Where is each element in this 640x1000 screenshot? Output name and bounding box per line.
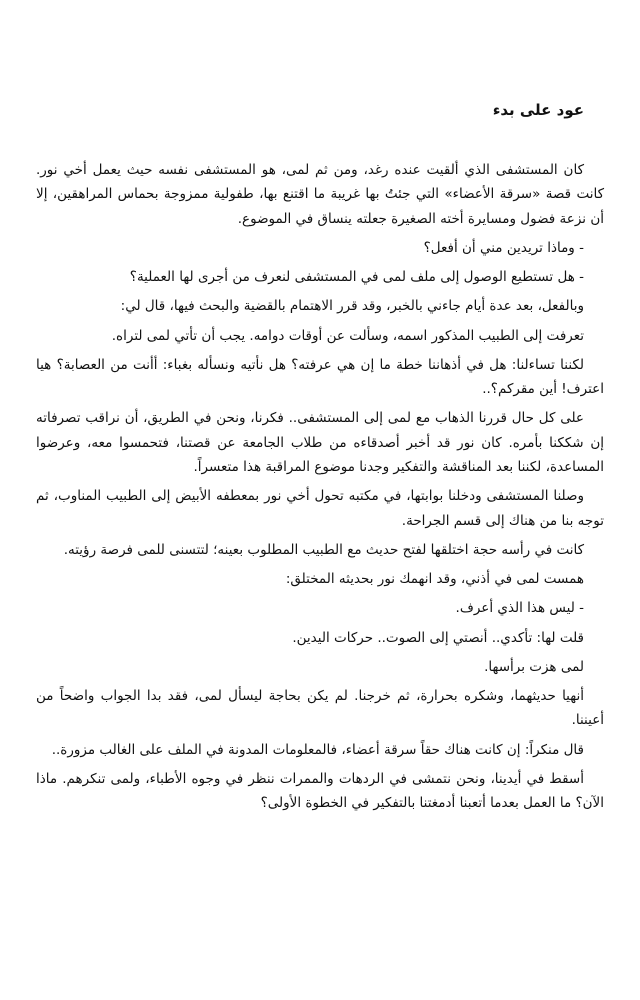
paragraph-2: - وماذا تريدين مني أن أفعل؟ [423, 240, 584, 257]
paragraph-8: وصلنا المستشفى ودخلنا بوابتها، في مكتبه تحول أخي نور بمعطفه الأبيض إلى الطبيب المناوب، ثم توجه بنا من هناك إلى قسم الجراحة. [36, 488, 604, 529]
paragraph-5: تعرفت إلى الطبيب المذكور اسمه، وسألت عن أوقات دوامه. يجب أن تأتي لمى لتراه. [111, 327, 584, 344]
paragraph-3: - هل تستطيع الوصول إلى ملف لمى في المستشفى لنعرف من أجرى لها العملية؟ [129, 269, 584, 286]
chapter-title: عود على بدء [492, 101, 584, 119]
paragraph-4: وبالفعل، بعد عدة أيام جاءني بالخبر، وقد قرر الاهتمام بالقضية والبحث فيها، قال لي: [120, 298, 584, 315]
paragraph-7: على كل حال قررنا الذهاب مع لمى إلى المستشفى.. فكرنا، ونحن في الطريق، أن نراقب تصرفاته إن شككنا بأمره. كان نور قد أخبر أصدقاءه من طلاب الجامعة عن قصتنا، فتحمسوا معه، وعرضوا المساعدة، لكننا بعد المناقشة والتفكير وجدنا موضوع المراقبة هذا متعسراً. [36, 410, 604, 476]
paragraph-14: أنهيا حديثهما، وشكره بحرارة، ثم خرجنا. لم يكن بحاجة ليسأل لمى، فقد بدا الجواب واضحاً من أعيننا. [36, 688, 604, 729]
paragraph-16: أسقط في أيدينا، ونحن نتمشى في الردهات والممرات ننظر في وجوه الأطباء، ولمى تنكرهم. ماذا الآن؟ ما العمل بعدما أتعبنا أدمغتنا بالتفكير في الخطوة الأولى؟ [36, 770, 604, 812]
paragraph-12: قلت لها: تأكدي.. أنصتي إلى الصوت.. حركات اليدين. [292, 629, 584, 646]
paragraph-1: كان المستشفى الذي ألقيت عنده رغد، ومن ثم لمى، هو المستشفى نفسه حيث يعمل أخي نور. كانت قصة «سرقة الأعضاء» التي جئتُ بها غريبة ما اقتنع بها، طفولية ممزوجة بحماس المراهقين، إلا أن نزعة فضول ومسايرة أخته الصغيرة جعلته ينساق في الموضوع. [36, 162, 604, 227]
paragraph-15: قال منكراً: إن كانت هناك حقاً سرقة أعضاء، فالمعلومات المدونة في الملف على الغالب مزورة.. [51, 741, 584, 758]
paragraph-6: لكننا تساءلنا: هل في أذهاننا خطة ما إن هي عرفته؟ هل نأتيه ونسأله بغباء: أأنت من العصابة؟ هيا اعترف! أين مقركم؟.. [36, 356, 604, 398]
paragraph-11: - ليس هذا الذي أعرف. [455, 600, 584, 617]
chapter-body [36, 158, 604, 816]
paragraph-13: لمى هزت برأسها. [484, 658, 584, 675]
paragraph-10: همست لمى في أذني، وقد انهمك نور بحديثه المختلق: [285, 571, 584, 588]
paragraph-9: كانت في رأسه حجة اختلقها لفتح حديث مع الطبيب المطلوب بعينه؛ لتتسنى للمى فرصة رؤيته. [63, 542, 584, 559]
